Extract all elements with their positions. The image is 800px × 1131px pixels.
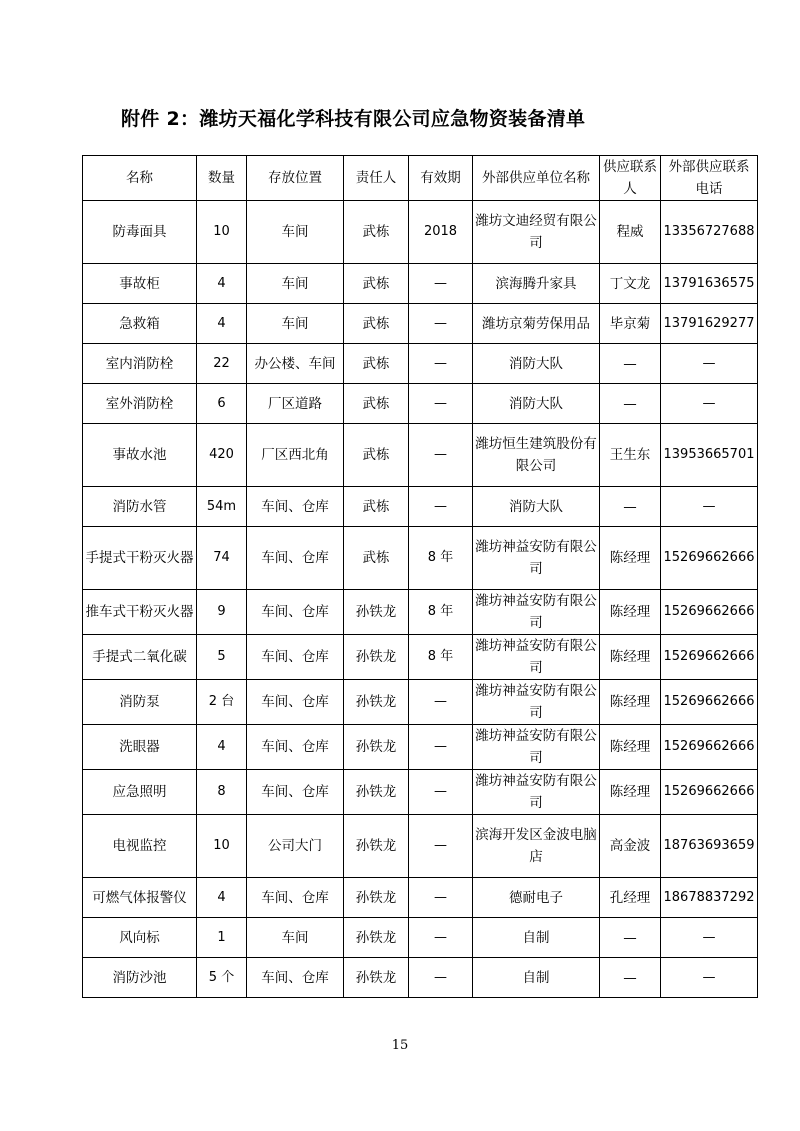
item-name-cell: 防毒面具 [83,201,197,264]
supplier-phone-cell: — [661,384,758,424]
quantity-cell: 2 台 [197,680,247,725]
storage-location-cell: 车间 [247,264,344,304]
responsible-person-cell: 孙铁龙 [344,815,409,878]
validity-cell: — [409,770,473,815]
storage-location-cell: 车间、仓库 [247,635,344,680]
supplier-contact-cell: — [600,958,661,998]
quantity-cell: 5 [197,635,247,680]
quantity-cell: 9 [197,590,247,635]
quantity-cell: 22 [197,344,247,384]
item-name-cell: 室内消防栓 [83,344,197,384]
validity-cell: — [409,487,473,527]
storage-location-cell: 公司大门 [247,815,344,878]
supplier-contact-cell: — [600,384,661,424]
responsible-person-cell: 武栋 [344,304,409,344]
table-row [83,815,758,878]
supplier-name-cell: 德耐电子 [473,878,600,918]
item-name-cell: 消防沙池 [83,958,197,998]
supplier-phone-cell: 13791636575 [661,264,758,304]
quantity-cell: 4 [197,304,247,344]
table-row [83,918,758,958]
validity-cell: — [409,304,473,344]
item-name-cell: 急救箱 [83,304,197,344]
storage-location-cell: 车间 [247,201,344,264]
supplier-name-cell: 潍坊神益安防有限公司 [473,590,600,635]
quantity-cell: 54m [197,487,247,527]
responsible-person-cell: 武栋 [344,201,409,264]
supplier-phone-cell: 13356727688 [661,201,758,264]
validity-cell: — [409,384,473,424]
item-name-cell: 风向标 [83,918,197,958]
storage-location-cell: 办公楼、车间 [247,344,344,384]
supplier-name-cell: 滨海开发区金波电脑店 [473,815,600,878]
storage-location-cell: 车间、仓库 [247,487,344,527]
table-row [83,424,758,487]
supplier-contact-cell: 毕京菊 [600,304,661,344]
responsible-person-cell: 孙铁龙 [344,958,409,998]
supplier-phone-cell: 15269662666 [661,590,758,635]
page-number: 15 [391,1038,409,1053]
table-body [83,201,758,998]
supplier-contact-cell: 陈经理 [600,635,661,680]
supplier-name-cell: 消防大队 [473,344,600,384]
supplier-phone-cell: — [661,344,758,384]
supplier-phone-cell: — [661,918,758,958]
supplier-name-cell: 潍坊神益安防有限公司 [473,725,600,770]
validity-cell: — [409,725,473,770]
supplier-name-cell: 潍坊神益安防有限公司 [473,527,600,590]
supplier-name-cell: 自制 [473,918,600,958]
table-row [83,958,758,998]
quantity-cell: 4 [197,878,247,918]
validity-cell: — [409,878,473,918]
table-row [83,344,758,384]
supplier-phone-cell: 15269662666 [661,725,758,770]
quantity-cell: 420 [197,424,247,487]
storage-location-cell: 厂区西北角 [247,424,344,487]
responsible-person-cell: 武栋 [344,527,409,590]
supplier-contact-cell: 陈经理 [600,527,661,590]
supplier-phone-cell: 15269662666 [661,770,758,815]
quantity-cell: 6 [197,384,247,424]
supplier-phone-cell: — [661,487,758,527]
header-cell: 外部供应联系电话 [661,156,758,201]
quantity-cell: 4 [197,264,247,304]
quantity-cell: 4 [197,725,247,770]
validity-cell: 8 年 [409,590,473,635]
validity-cell: — [409,815,473,878]
responsible-person-cell: 孙铁龙 [344,878,409,918]
emergency-supplies-table [82,155,758,998]
responsible-person-cell: 武栋 [344,384,409,424]
header-cell: 外部供应单位名称 [473,156,600,201]
responsible-person-cell: 孙铁龙 [344,635,409,680]
table-row [83,527,758,590]
supplier-name-cell: 潍坊京菊劳保用品 [473,304,600,344]
supplier-contact-cell: 陈经理 [600,770,661,815]
responsible-person-cell: 武栋 [344,424,409,487]
supplier-phone-cell: — [661,958,758,998]
header-cell: 数量 [197,156,247,201]
quantity-cell: 10 [197,815,247,878]
header-cell: 名称 [83,156,197,201]
item-name-cell: 可燃气体报警仪 [83,878,197,918]
table-row [83,878,758,918]
quantity-cell: 74 [197,527,247,590]
responsible-person-cell: 武栋 [344,344,409,384]
validity-cell: — [409,264,473,304]
storage-location-cell: 厂区道路 [247,384,344,424]
table-row [83,201,758,264]
supplier-name-cell: 潍坊神益安防有限公司 [473,635,600,680]
supplier-phone-cell: 15269662666 [661,635,758,680]
table-row [83,264,758,304]
validity-cell: — [409,680,473,725]
supplier-name-cell: 自制 [473,958,600,998]
supplier-contact-cell: — [600,487,661,527]
supplier-contact-cell: 程威 [600,201,661,264]
supplier-phone-cell: 13791629277 [661,304,758,344]
table-row [83,680,758,725]
supplier-phone-cell: 18678837292 [661,878,758,918]
storage-location-cell: 车间 [247,304,344,344]
storage-location-cell: 车间、仓库 [247,725,344,770]
document-title: 附件 2：潍坊天福化学科技有限公司应急物资装备清单 [121,108,586,130]
responsible-person-cell: 武栋 [344,487,409,527]
item-name-cell: 手提式干粉灭火器 [83,527,197,590]
item-name-cell: 电视监控 [83,815,197,878]
header-cell: 供应联系人 [600,156,661,201]
header-cell: 有效期 [409,156,473,201]
item-name-cell: 消防水管 [83,487,197,527]
validity-cell: 8 年 [409,527,473,590]
header-cell: 存放位置 [247,156,344,201]
validity-cell: — [409,344,473,384]
supplier-contact-cell: 丁文龙 [600,264,661,304]
supplier-contact-cell: — [600,344,661,384]
responsible-person-cell: 武栋 [344,264,409,304]
item-name-cell: 室外消防栓 [83,384,197,424]
validity-cell: 2018 [409,201,473,264]
table-row [83,304,758,344]
supplier-name-cell: 滨海腾升家具 [473,264,600,304]
storage-location-cell: 车间、仓库 [247,590,344,635]
supplier-contact-cell: 高金波 [600,815,661,878]
item-name-cell: 手提式二氧化碳 [83,635,197,680]
item-name-cell: 事故水池 [83,424,197,487]
table-row [83,635,758,680]
supplier-contact-cell: 王生东 [600,424,661,487]
supplier-name-cell: 消防大队 [473,487,600,527]
quantity-cell: 5 个 [197,958,247,998]
supplier-contact-cell: — [600,918,661,958]
storage-location-cell: 车间、仓库 [247,770,344,815]
responsible-person-cell: 孙铁龙 [344,680,409,725]
quantity-cell: 8 [197,770,247,815]
supplier-name-cell: 消防大队 [473,384,600,424]
item-name-cell: 应急照明 [83,770,197,815]
supplier-name-cell: 潍坊文迪经贸有限公司 [473,201,600,264]
responsible-person-cell: 孙铁龙 [344,725,409,770]
validity-cell: — [409,918,473,958]
supplier-name-cell: 潍坊恒生建筑股份有限公司 [473,424,600,487]
storage-location-cell: 车间、仓库 [247,680,344,725]
supplier-contact-cell: 陈经理 [600,590,661,635]
validity-cell: — [409,424,473,487]
supplier-phone-cell: 13953665701 [661,424,758,487]
table-row [83,487,758,527]
quantity-cell: 1 [197,918,247,958]
table-row [83,590,758,635]
storage-location-cell: 车间、仓库 [247,958,344,998]
supplier-contact-cell: 孔经理 [600,878,661,918]
item-name-cell: 洗眼器 [83,725,197,770]
supplier-phone-cell: 18763693659 [661,815,758,878]
header-cell: 责任人 [344,156,409,201]
supplier-name-cell: 潍坊神益安防有限公司 [473,770,600,815]
item-name-cell: 推车式干粉灭火器 [83,590,197,635]
validity-cell: — [409,958,473,998]
quantity-cell: 10 [197,201,247,264]
responsible-person-cell: 孙铁龙 [344,918,409,958]
supplier-phone-cell: 15269662666 [661,527,758,590]
storage-location-cell: 车间、仓库 [247,878,344,918]
validity-cell: 8 年 [409,635,473,680]
supplier-name-cell: 潍坊神益安防有限公司 [473,680,600,725]
responsible-person-cell: 孙铁龙 [344,590,409,635]
storage-location-cell: 车间、仓库 [247,527,344,590]
supplier-phone-cell: 15269662666 [661,680,758,725]
responsible-person-cell: 孙铁龙 [344,770,409,815]
table-header-row [83,156,758,201]
table-row [83,725,758,770]
table-row [83,384,758,424]
supplier-contact-cell: 陈经理 [600,680,661,725]
item-name-cell: 消防泵 [83,680,197,725]
storage-location-cell: 车间 [247,918,344,958]
item-name-cell: 事故柜 [83,264,197,304]
table-row [83,770,758,815]
supplier-contact-cell: 陈经理 [600,725,661,770]
